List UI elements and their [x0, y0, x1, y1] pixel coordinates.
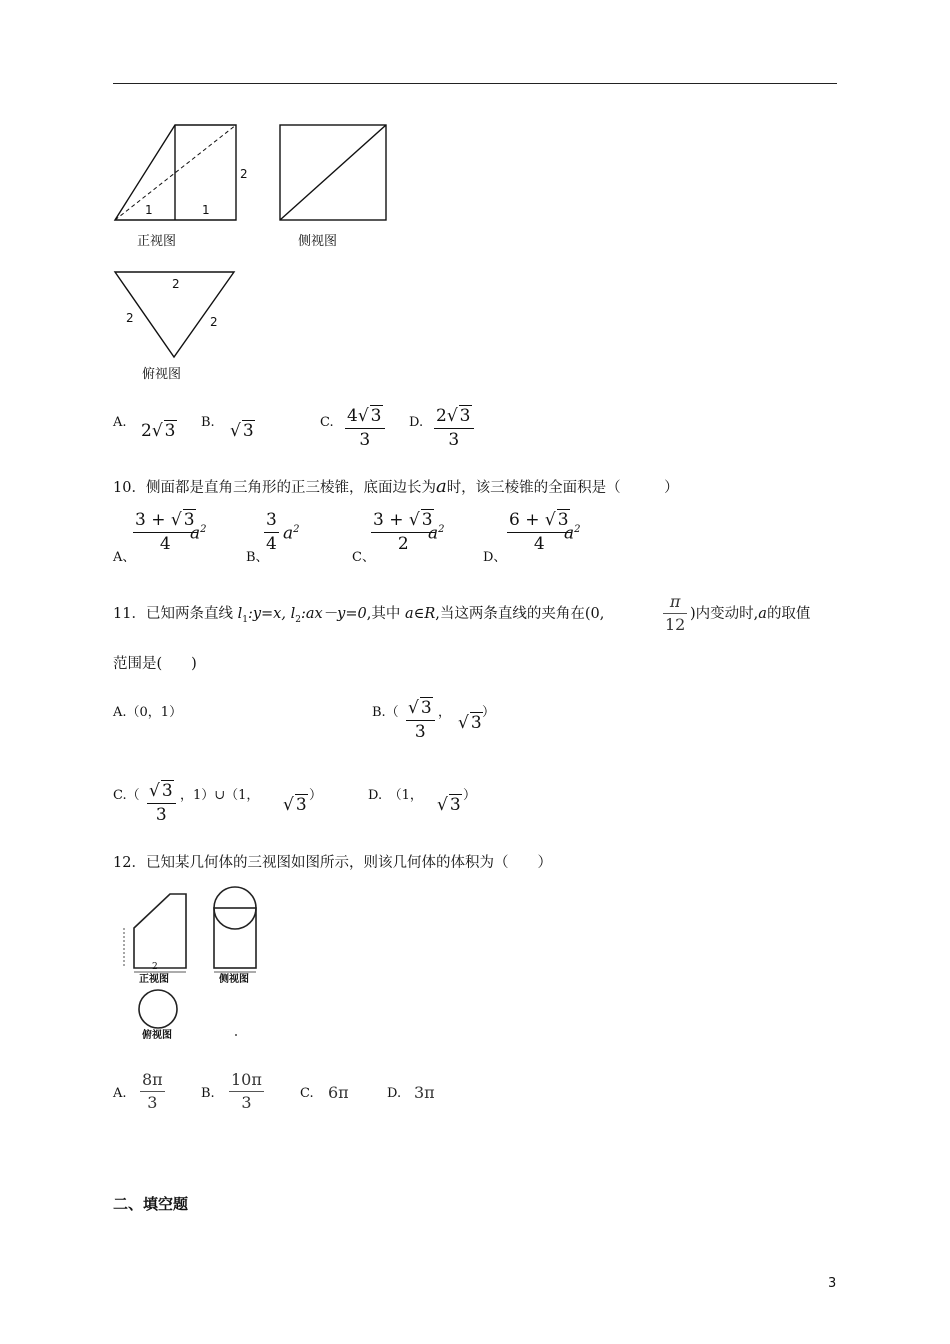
q12-option-c-value: 6π — [328, 1083, 349, 1102]
q12-top-view-label: 俯视图 — [142, 1030, 172, 1041]
q9-dim-left-edge: 2 — [126, 311, 134, 325]
q11-option-c-sqrt: √ 3 — [283, 795, 307, 815]
q9-dim-right-edge: 2 — [210, 315, 218, 329]
q12-option-d-value: 3π — [414, 1083, 435, 1102]
q11-angle-frac: π 12 — [665, 592, 686, 634]
q12-dim-label: 2 — [152, 962, 158, 972]
q12-side-view — [214, 887, 256, 972]
q12-front-view — [124, 894, 186, 972]
q10-option-b-var: $a^2$ — [283, 523, 300, 544]
q11-option-d-close: ） — [463, 788, 477, 803]
q10-option-d-frac: 6 + √ 3 4 — [507, 512, 572, 553]
q9-option-a-value: 2√ 3 — [141, 421, 176, 441]
q12-option-a-label: A. — [113, 1086, 127, 1101]
q9-dim-base-left: 1 — [145, 203, 153, 217]
q10-option-a-frac: 3 + √ 3 4 — [133, 512, 198, 553]
q12-option-b-frac: 10π 3 — [231, 1070, 262, 1112]
q11-option-b-frac: √ 3 3 — [406, 700, 435, 741]
q12-top-view — [139, 990, 177, 1028]
q11-option-b-sep: ， — [438, 705, 452, 720]
q11-option-b-close: ） — [482, 705, 496, 720]
q9-dim-base-right: 1 — [202, 203, 210, 217]
q9-option-b-label: B. — [201, 415, 215, 430]
q11-option-c-frac: √ 3 3 — [147, 783, 176, 824]
q9-option-c-label: C. — [320, 415, 334, 430]
q9-side-view — [280, 125, 386, 220]
q11-stem-line2: 范围是( ) — [113, 656, 197, 672]
q9-option-a-label: A. — [113, 415, 127, 430]
q11-option-b-sqrt: √ 3 — [458, 713, 482, 733]
q10-stem: 10．侧面都是直角三角形的正三棱锥，底面边长为a时，该三棱锥的全面积是（ ） — [113, 476, 679, 497]
section-2-heading: 二、填空题 — [113, 1195, 189, 1213]
q10-option-a-var: $a^2$ — [190, 523, 207, 544]
q9-top-view-label: 俯视图 — [142, 367, 182, 382]
header-rule — [113, 83, 837, 84]
q12-option-b-label: B. — [201, 1086, 215, 1101]
q9-dim-height: 2 — [240, 167, 248, 181]
q10-option-b-label: B、 — [246, 550, 269, 565]
q10-option-b-frac: 3 4 — [266, 510, 277, 554]
q11-option-c-label: C.（ — [113, 788, 140, 803]
q10-option-a-label: A、 — [113, 550, 136, 565]
q10-option-d-var: $a^2$ — [564, 523, 581, 544]
q12-front-view-label: 正视图 — [139, 974, 169, 985]
q10-option-c-var: $a^2$ — [428, 523, 445, 544]
q9-front-view — [115, 125, 236, 220]
q9-option-d-value: 2√ 3 3 — [434, 408, 474, 449]
q12-option-a-frac: 8π 3 — [142, 1070, 163, 1112]
q9-front-view-label: 正视图 — [137, 234, 177, 249]
q10-option-d-label: D、 — [483, 550, 507, 565]
q9-side-view-label: 侧视图 — [298, 234, 338, 249]
q9-option-b-value: √ 3 — [230, 421, 254, 441]
q9-option-c-value: 4√ 3 3 — [345, 408, 385, 449]
q11-option-d-label: D. （1， — [368, 788, 423, 803]
q9-dim-top-edge: 2 — [172, 277, 180, 291]
q11-option-d-sqrt: √ 3 — [437, 795, 461, 815]
q10-option-c-label: C、 — [352, 550, 375, 565]
q11-option-c-mid: ，1）∪（1， — [180, 788, 260, 803]
q12-side-view-label: 侧视图 — [219, 974, 249, 985]
q12-option-c-label: C. — [300, 1086, 314, 1101]
q11-option-c-close: ） — [309, 788, 323, 803]
q10-option-c-frac: 3 + √ 3 2 — [371, 512, 436, 553]
q12-three-view-figure — [118, 888, 268, 1048]
q11-stem-line1: 11．已知两条直线 $l_1:y=x$, $l_2:ax-y=0$,其中 a∈R,当这两条直线的夹角在(0, — [113, 606, 605, 625]
q11-option-b-label: B.（ — [372, 705, 399, 720]
q12-option-d-label: D. — [387, 1086, 402, 1101]
q11-option-a: A.（0，1） — [113, 705, 183, 720]
q9-option-d-label: D. — [409, 415, 424, 430]
page-number: 3 — [828, 1276, 837, 1291]
q11-stem-line1-tail: )内变动时,a的取值 — [690, 606, 811, 622]
q12-stem: 12．已知某几何体的三视图如图所示，则该几何体的体积为（ ） — [113, 855, 552, 871]
